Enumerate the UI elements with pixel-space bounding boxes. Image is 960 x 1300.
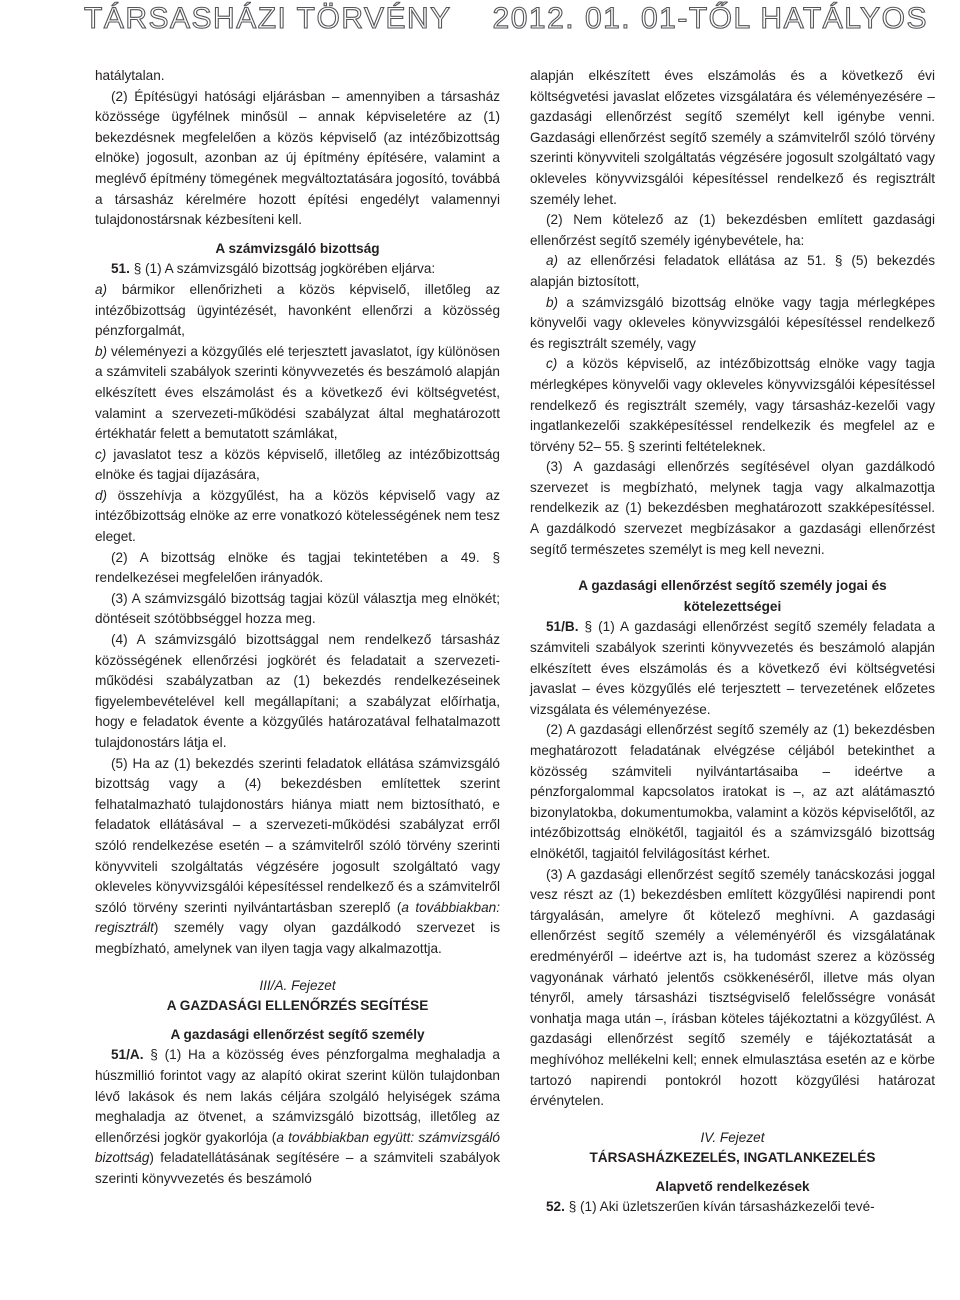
item-label: a)	[95, 281, 108, 297]
chapter-number: IV. Fejezet	[700, 1129, 765, 1145]
section-heading: A számvizsgáló bizottság	[215, 240, 380, 256]
paragraph	[530, 617, 935, 720]
section-heading: A gazdasági ellenőrzést segítő személy jogai és kötelezettségei	[578, 578, 887, 614]
paragraph-text: (5) Ha az (1) bekezdés szerinti feladatok ellátása számvizsgáló bizottság vagy a (4) bekezdésben említettek szerint felhatalmazható tulajdonostárs hiánya miatt nem biztosítható, e feladatok ellátásával – a szervezeti-működési szabályzat erről szóló rendelkezése esetén – a számvitelről szóló törvény szerinti könyvviteli szolgáltatás végzésére jogosult szolgáltató vagy okleveles könyvvizsgálói képesítéssel rendelkező és a számvitelről szóló törvény szerinti nyilvántartásban szereplő (	[95, 755, 500, 915]
item-text: javaslatot tesz a közös képviselő, illetőleg az intézőbizottság elnöke és tagjai díjazására,	[95, 446, 500, 483]
list-item	[530, 293, 935, 355]
paragraph	[95, 259, 500, 280]
list-item	[95, 445, 500, 486]
chapter-title: TÁRSASHÁZKEZELÉS, INGATLANKEZELÉS	[589, 1150, 876, 1166]
section-number: 51.	[111, 261, 130, 277]
list-item	[95, 280, 500, 342]
header-effective-date: 2012. 01. 01-TŐL HATÁLYOS	[492, 2, 928, 35]
list-item	[530, 354, 935, 457]
paragraph-text: § (1) Aki üzletszerűen kíván társasházkezelői tevé-	[568, 1199, 875, 1215]
paragraph: (2) Nem kötelező az (1) bekezdésben említett gazdasági ellenőrzést segítő személy igénybevétele, ha:	[530, 212, 935, 248]
paragraph-text: § (1) Ha a közösség éves pénzforgalma meghaladja a húszmillió forintot vagy az alapító okirat szerint külön tulajdonban lévő lakások és nem lakás céljára szolgáló helyiségek száma meghaladja az ötvenet, a számvizsgáló bizottság, illetőleg az ellenőrzési jogkör gyakorlója (	[95, 1047, 500, 1145]
paragraph: (3) A gazdasági ellenőrzést segítő személy tanácskozási joggal vesz részt az (1) bekezdésben említett közgyűlési napirendi pont tárgyalásán, amelyre őt kötelező meghívni. A gazdasági ellenőrzést segítő személy a véleményéről és vizsgálatának eredményéről – ideértve azt is, ha tudomást szerez a közösség vagyonának várható jelentős csökkenéséről, illetve más olyan tényről, amely társasházi tisztségviselő felelősségre vonását vonhatja maga után –, írásban köteles tájékoztatni a közgyűlést. A gazdasági ellenőrzést segítő személy e tájékoztatását a meghívóhoz mellékelni kell; ennek elmulasztása esetén az e körbe tartozó napirendi pontokról hozott közgyűlési határozat érvénytelen.	[530, 866, 935, 1109]
item-label: d)	[95, 487, 108, 503]
chapter-title: A GAZDASÁGI ELLENŐRZÉS SEGÍTÉSE	[166, 998, 429, 1014]
item-text: az ellenőrzési feladatok ellátása az 51. § (5) bekezdés alapján biztosított,	[530, 253, 936, 289]
paragraph	[95, 754, 500, 960]
paragraph: (2) Építésügyi hatósági eljárásban – amennyiben a társasház közössége ügyfélnek minősül – annak képviseletére az (1) bekezdésnek megfelelően a közös képviselő (az intézőbizottság elnöke) jogosult, azonban az új építmény építésére, valamint a meglévő építmény tömegének megváltoztatására jogosító, továbbá a társasház kérelmére hozott építési engedélyt valamennyi tulajdonostársnak kézbesíteni kell.	[95, 88, 500, 228]
paragraph-text: ) feladatellátásának segítésére – a számviteli szabályok szerinti könyvvezetés és beszámoló	[95, 1150, 500, 1186]
paragraph-text: § (1) A számvizsgáló bizottság jogkörében eljárva:	[133, 261, 436, 277]
item-text: összehívja a közgyűlést, ha a közös képviselő vagy az intézőbizottság elnöke az erre vonatkozó kötelességének nem tesz eleget.	[95, 487, 500, 545]
paragraph: (3) A gazdasági ellenőrzés segítésével olyan gazdálkodó szervezet is megbízható, melynek tagja vagy alkalmazottja rendelkezik az (1) bekezdésben meghatározott szakképesítéssel. A gazdálkodó szervezet megbízásakor a gazdasági ellenőrzést segítő természetes személyt is meg kell nevezni.	[530, 459, 935, 557]
paragraph: alapján elkészített éves elszámolás és a következő évi költségvetési javaslat előzetes vizsgálatára és véleményezésére – gazdasági ellenőrzést segítő személyt kell igénybe venni. Gazdasági ellenőrzést segítő személy a számvitelről szóló törvény szerinti könyvviteli szolgáltatás végzésére jogosult szolgáltató vagy okleveles könyvvizsgálói képesítéssel rendelkező és regisztrált személy lehet.	[530, 68, 935, 207]
paragraph: (3) A számvizsgáló bizottság tagjai közül választja meg elnökét; döntéseit szótöbbséggel hozza meg.	[95, 590, 500, 627]
item-label: c)	[546, 356, 558, 372]
section-number: 51/A.	[111, 1047, 144, 1063]
right-column	[530, 66, 935, 1218]
list-item	[95, 486, 500, 548]
list-item	[530, 251, 935, 292]
paragraph: (4) A számvizsgáló bizottsággal nem rendelkező társasház közösségének ellenőrzési jogkörét és feladatait a szervezeti-működési szabályzatban az (1) bekezdés rendelkezéseinek figyelembevételével kell megállapítani; a szabályzat előírhatja, hogy e feladatok évente a közgyűlés határozatával felhatalmazott tulajdonostárs látja el.	[95, 632, 500, 750]
list-item	[95, 342, 500, 445]
paragraph-text: ) személy vagy olyan gazdálkodó szervezet is megbízható, amelynek van ilyen tagja vagy alkalmazottja.	[95, 920, 500, 956]
item-label: b)	[546, 294, 559, 310]
header-title: TÁRSASHÁZI TÖRVÉNY	[84, 2, 452, 35]
item-label: c)	[95, 446, 107, 462]
item-text: véleményezi a közgyűlés elé terjesztett javaslatot, így különösen a számviteli szabályok szerinti könyvvezetés és beszámoló alapján elkészített éves elszámolást és a következő évi költségvetést, valamint a szervezeti-működési szabályzat által meghatározott értékhatár felett a bemutatott számlákat,	[95, 343, 500, 442]
item-text: bármikor ellenőrizheti a közös képviselő, illetőleg az intézőbizottság ügyintézését, havonként ellenőrzi a közösség pénzforgalmát,	[95, 281, 500, 339]
item-label: a)	[546, 253, 559, 269]
section-heading: A gazdasági ellenőrzést segítő személy	[170, 1026, 425, 1042]
paragraph-text: § (1) A gazdasági ellenőrzést segítő személy feladata a számviteli szabályok szerinti könyvvezetés és beszámoló alapján elkészített éves elszámolás és a következő évi költségvetési javaslat – éves közgyűlés elé terjesztett – tervezetének előzetes vizsgálata és véleményezése.	[530, 619, 935, 717]
paragraph	[95, 1045, 500, 1189]
paragraph: (2) A bizottság elnöke és tagjai tekintetében a 49. § rendelkezései megfelelően irányadók.	[95, 549, 500, 586]
paragraph	[530, 1197, 935, 1218]
defined-term: a továbbiakban: regisztrált	[95, 899, 500, 936]
chapter-number: III/A. Fejezet	[259, 977, 336, 993]
section-number: 51/B.	[546, 619, 579, 635]
left-column	[95, 66, 500, 1189]
paragraph: hatálytalan.	[95, 68, 165, 83]
page-header	[0, 0, 960, 60]
defined-term: a továbbiakban együtt: számvizsgáló bizottság	[95, 1129, 500, 1166]
item-text: a közös képviselő, az intézőbizottság elnöke vagy tagja mérlegképes könyvelői vagy okleveles könyvvizsgálói képesítéssel rendelkező és regisztrált személy, vagy társasház-kezelői vagy ingatlankezelői szakképesítéssel rendelkezik és megfelel az e törvény 52– 55. § szerinti feltételeknek.	[530, 356, 935, 454]
section-number: 52.	[546, 1199, 565, 1215]
paragraph: (2) A gazdasági ellenőrzést segítő személy az (1) bekezdésben meghatározott feladatának elvégzése céljából betekinthet a közösség számviteli nyilvántartásaiba – ideértve a pénzforgalommal kapcsolatos iratokat is –, az azt alátámasztó bizonylatokba, dokumentumokba, valamint a közös képviselőtől, az intézőbizottság elnökétől, tagjaitól és a számvizsgáló bizottság elnökétől, tagjaitól felvilágosítást kérhet.	[530, 722, 935, 861]
item-text: a számvizsgáló bizottság elnöke vagy tagja mérlegképes könyvelői vagy okleveles könyvvizsgálói képesítéssel rendelkező és regisztrált személy, vagy	[530, 294, 935, 351]
item-label: b)	[95, 343, 108, 359]
section-heading: Alapvető rendelkezések	[655, 1178, 810, 1194]
